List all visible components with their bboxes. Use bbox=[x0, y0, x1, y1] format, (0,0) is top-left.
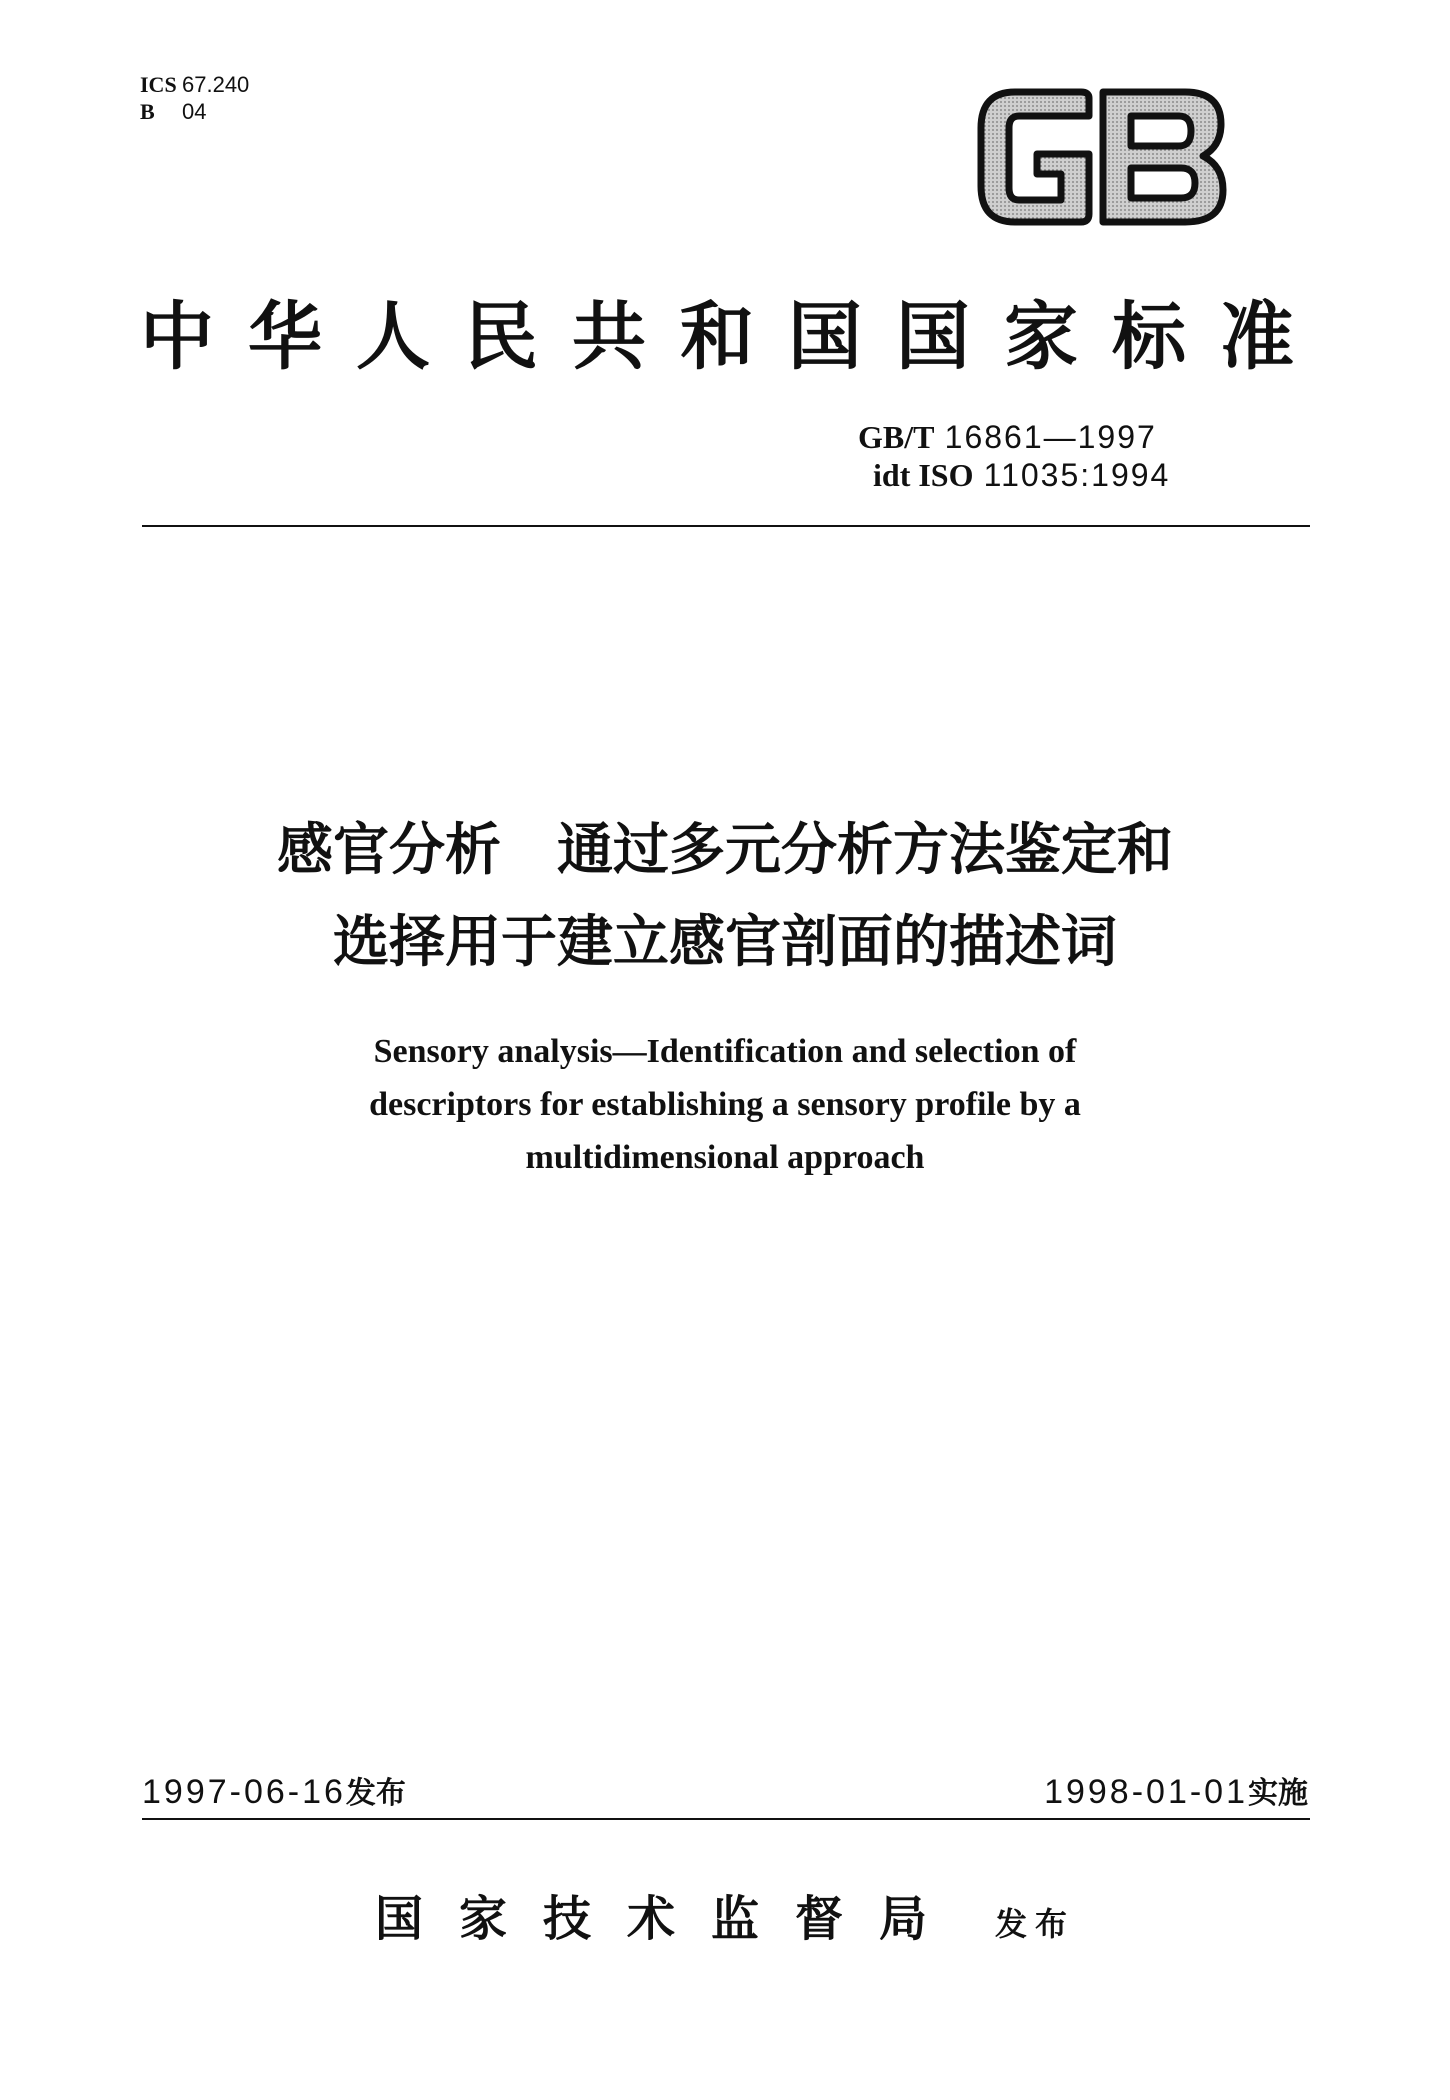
standard-prefix: GB/T bbox=[858, 419, 935, 455]
header-divider bbox=[142, 525, 1310, 527]
effective-date: 1998-01-01 bbox=[1044, 1773, 1248, 1811]
standard-number bbox=[858, 418, 1170, 456]
publish-label: 发布 bbox=[995, 1905, 1076, 1943]
english-title-line-2: descriptors for establishing a sensory profile by a bbox=[369, 1086, 1081, 1123]
ics-value: 67.240 bbox=[182, 72, 250, 97]
standard-number-block bbox=[858, 418, 1170, 494]
chinese-title-line-2: 选择用于建立感官剖面的描述词 bbox=[333, 910, 1117, 975]
idt-prefix: idt ISO bbox=[873, 457, 974, 493]
ics-label: ICS bbox=[140, 72, 177, 97]
issue-label: 发布 bbox=[345, 1776, 406, 1811]
ics-code bbox=[140, 72, 249, 99]
english-title-line-1: Sensory analysis—Identification and selection of bbox=[373, 1033, 1077, 1070]
effective-label: 实施 bbox=[1248, 1776, 1308, 1811]
footer-divider bbox=[142, 1818, 1310, 1820]
classification-codes bbox=[140, 72, 249, 126]
english-title-line-3: multidimensional approach bbox=[525, 1139, 925, 1176]
issue-date-block bbox=[142, 1768, 406, 1812]
effective-date-block bbox=[1044, 1768, 1308, 1812]
ccs-code bbox=[140, 99, 249, 126]
publisher-name: 国家技术监督局 bbox=[374, 1891, 963, 1947]
chinese-title-line-1: 感官分析 通过多元分析方法鉴定和 bbox=[277, 818, 1173, 883]
iso-equivalence bbox=[858, 456, 1170, 494]
iso-number: 11035:1994 bbox=[983, 457, 1171, 493]
ccs-value: 04 bbox=[182, 99, 207, 124]
national-standard-title: 中华人民共和国国家标准 bbox=[140, 294, 1328, 380]
ccs-label: B bbox=[140, 99, 155, 124]
standard-code: 16861—1997 bbox=[944, 419, 1157, 455]
chinese-title bbox=[140, 805, 1310, 989]
gb-logo bbox=[975, 88, 1227, 228]
publisher-block bbox=[140, 1880, 1310, 1949]
english-title bbox=[140, 1025, 1310, 1184]
issue-date: 1997-06-16 bbox=[142, 1773, 346, 1811]
